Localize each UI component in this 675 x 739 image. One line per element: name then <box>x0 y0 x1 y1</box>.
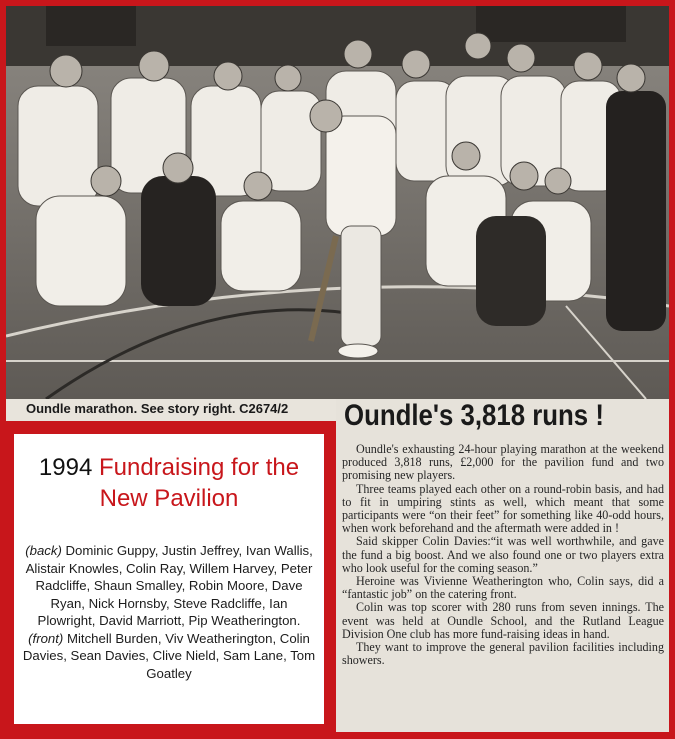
front-row-names: Mitchell Burden, Viv Weatherington, Colin Davies, Sean Davies, Clive Nield, Sam Lane, Tom Goatley <box>22 630 316 681</box>
player-names <box>22 542 316 682</box>
panel-title-text: Fundraising for the New Pavilion <box>98 454 300 512</box>
fundraising-panel <box>14 434 324 724</box>
front-row-label: (front) <box>28 630 64 646</box>
article-paragraph: Three teams played each other on a round-robin basis, and had to fit in umpiring stints as well, which meant that some participants were “on their feet” for something like 40-odd hours, when work beforehand and the aftermath were added in ! <box>342 481 664 536</box>
panel-title <box>14 452 324 514</box>
article-paragraph: They want to improve the general pavilion facilities including showers. <box>342 640 664 668</box>
article-paragraph: Heroine was Vivienne Weatherington who, Colin says, did a “fantastic job” on the catering front. <box>342 574 664 602</box>
article-paragraph: Oundle's exhausting 24-hour playing marathon at the weekend produced 3,818 runs, £2,000 for the pavilion fund and two promising new players. <box>342 442 664 483</box>
team-photo <box>6 6 669 399</box>
panel-title-year: 1994 <box>38 454 93 481</box>
photo-caption: Oundle marathon. See story right. C2674/2 <box>26 401 289 416</box>
article-headline: Oundle's 3,818 runs ! <box>344 399 604 432</box>
back-row-label: (back) <box>25 543 62 558</box>
back-row-names: Dominic Guppy, Justin Jeffrey, Ivan Wallis, Alistair Knowles, Colin Ray, Willem Harvey, Peter Radcliffe, Shaun Smalley, Robin Moore, Dave Ryan, Nick Hornsby, Steve Radcliffe, Ian Plowright, David Marriott, Pip Weatherington. <box>25 543 313 628</box>
article-paragraph: Said skipper Colin Davies:“it was well worthwhile, and gave the fund a big boost. And we also found one or two players extra who look useful for the coming season.” <box>342 534 664 575</box>
article-body <box>342 443 664 667</box>
newspaper-article <box>336 399 669 732</box>
team-photo-image <box>6 6 669 399</box>
article-paragraph: Colin was top scorer with 280 runs from seven innings. The event was held at Oundle School, and the Rutland League Division One club has more fund-raising ideas in hand. <box>342 600 664 641</box>
